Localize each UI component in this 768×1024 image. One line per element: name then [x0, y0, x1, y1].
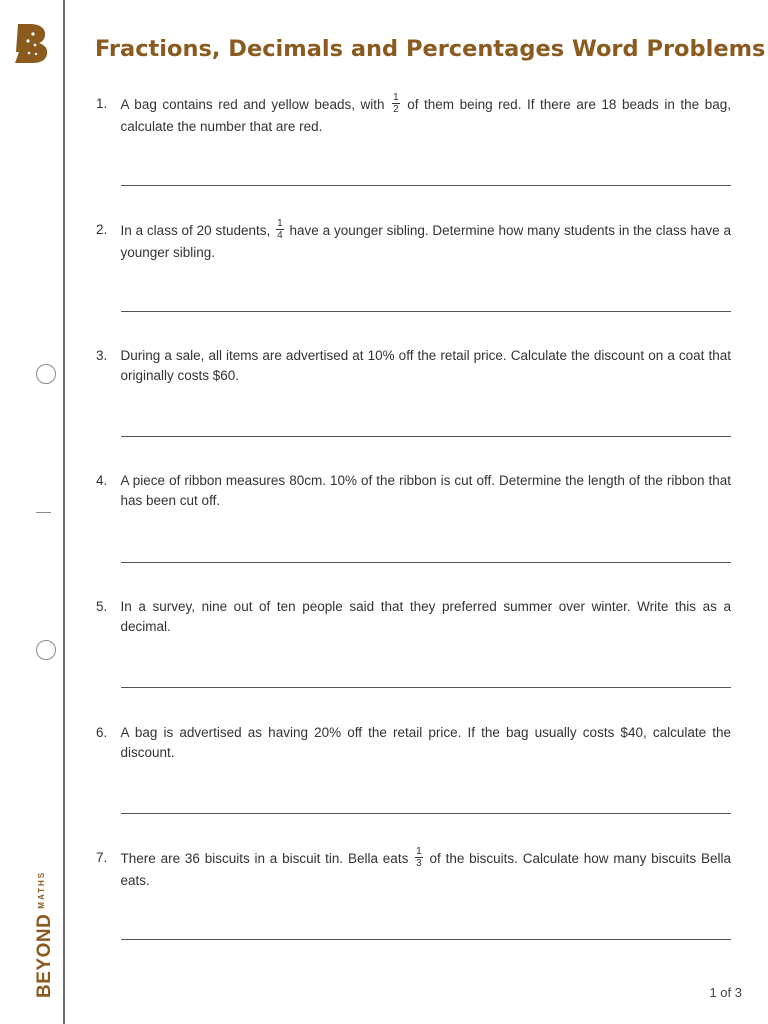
- question-5: [96, 597, 731, 636]
- question-text-part: of the biscuits. Calculate how many biscuits Bella eats.: [120, 851, 731, 888]
- fraction-denominator: 2: [393, 104, 399, 115]
- fraction-denominator: 4: [277, 230, 283, 241]
- question-number: 7.: [96, 850, 108, 865]
- question-number: 3.: [96, 348, 108, 363]
- question-6: [96, 723, 731, 762]
- question-7: [96, 848, 731, 891]
- fold-mark: [36, 512, 51, 513]
- fraction-numerator: 1: [277, 218, 283, 229]
- question-number: 2.: [96, 222, 108, 237]
- binder-hole-top: [36, 364, 56, 384]
- fraction: [415, 846, 423, 869]
- fraction-numerator: 1: [393, 92, 399, 103]
- question-2: [96, 220, 731, 263]
- answer-line-4[interactable]: [121, 562, 731, 563]
- answer-line-6[interactable]: [121, 813, 731, 814]
- answer-line-5[interactable]: [121, 687, 731, 688]
- answer-line-2[interactable]: [121, 311, 731, 312]
- page-number: 1 of 3: [709, 985, 742, 1000]
- question-text: [121, 94, 732, 137]
- page-title: Fractions, Decimals and Percentages Word Problems: [95, 36, 766, 62]
- question-3: [96, 346, 731, 385]
- question-4: [96, 471, 731, 510]
- fraction: [392, 92, 400, 115]
- question-text: A piece of ribbon measures 80cm. 10% of the ribbon is cut off. Determine the length of the ribbon that has been cut off.: [120, 473, 731, 508]
- fraction: [276, 218, 284, 241]
- question-number: 5.: [96, 599, 108, 614]
- question-text-part: There are 36 biscuits in a biscuit tin. Bella eats: [120, 851, 409, 867]
- answer-line-7[interactable]: [121, 939, 731, 940]
- brand-vertical-text: [34, 871, 56, 998]
- question-text: During a sale, all items are advertised at 10% off the retail price. Calculate the discount on a coat that originally costs $60.: [120, 348, 731, 383]
- question-number: 4.: [96, 473, 108, 488]
- margin-line: [63, 0, 65, 1024]
- question-text-part: A bag contains red and yellow beads, with: [120, 97, 385, 113]
- answer-line-3[interactable]: [121, 436, 731, 437]
- question-text-part: have a younger sibling. Determine how many students in the class have a younger sibling.: [120, 223, 731, 260]
- binder-hole-bottom: [36, 640, 56, 660]
- question-text: [121, 848, 732, 891]
- question-number: 1.: [96, 96, 108, 111]
- question-number: 6.: [96, 725, 108, 740]
- question-text-part: of them being red. If there are 18 beads in the bag, calculate the number that are red.: [120, 97, 731, 134]
- question-text-part: In a class of 20 students,: [120, 223, 271, 239]
- question-text: [121, 220, 732, 263]
- brand-word: BEYOND: [34, 913, 55, 998]
- fraction-denominator: 3: [416, 858, 422, 869]
- answer-line-1[interactable]: [121, 185, 731, 186]
- question-1: [96, 94, 731, 137]
- brand-sub: MATHS: [37, 870, 46, 909]
- question-text: A bag is advertised as having 20% off the retail price. If the bag usually costs $40, calculate the discount.: [120, 725, 731, 760]
- question-text: In a survey, nine out of ten people said that they preferred summer over winter. Write this as a decimal.: [120, 599, 731, 634]
- fraction-numerator: 1: [416, 846, 422, 857]
- beyond-maths-logo-icon: [14, 22, 50, 64]
